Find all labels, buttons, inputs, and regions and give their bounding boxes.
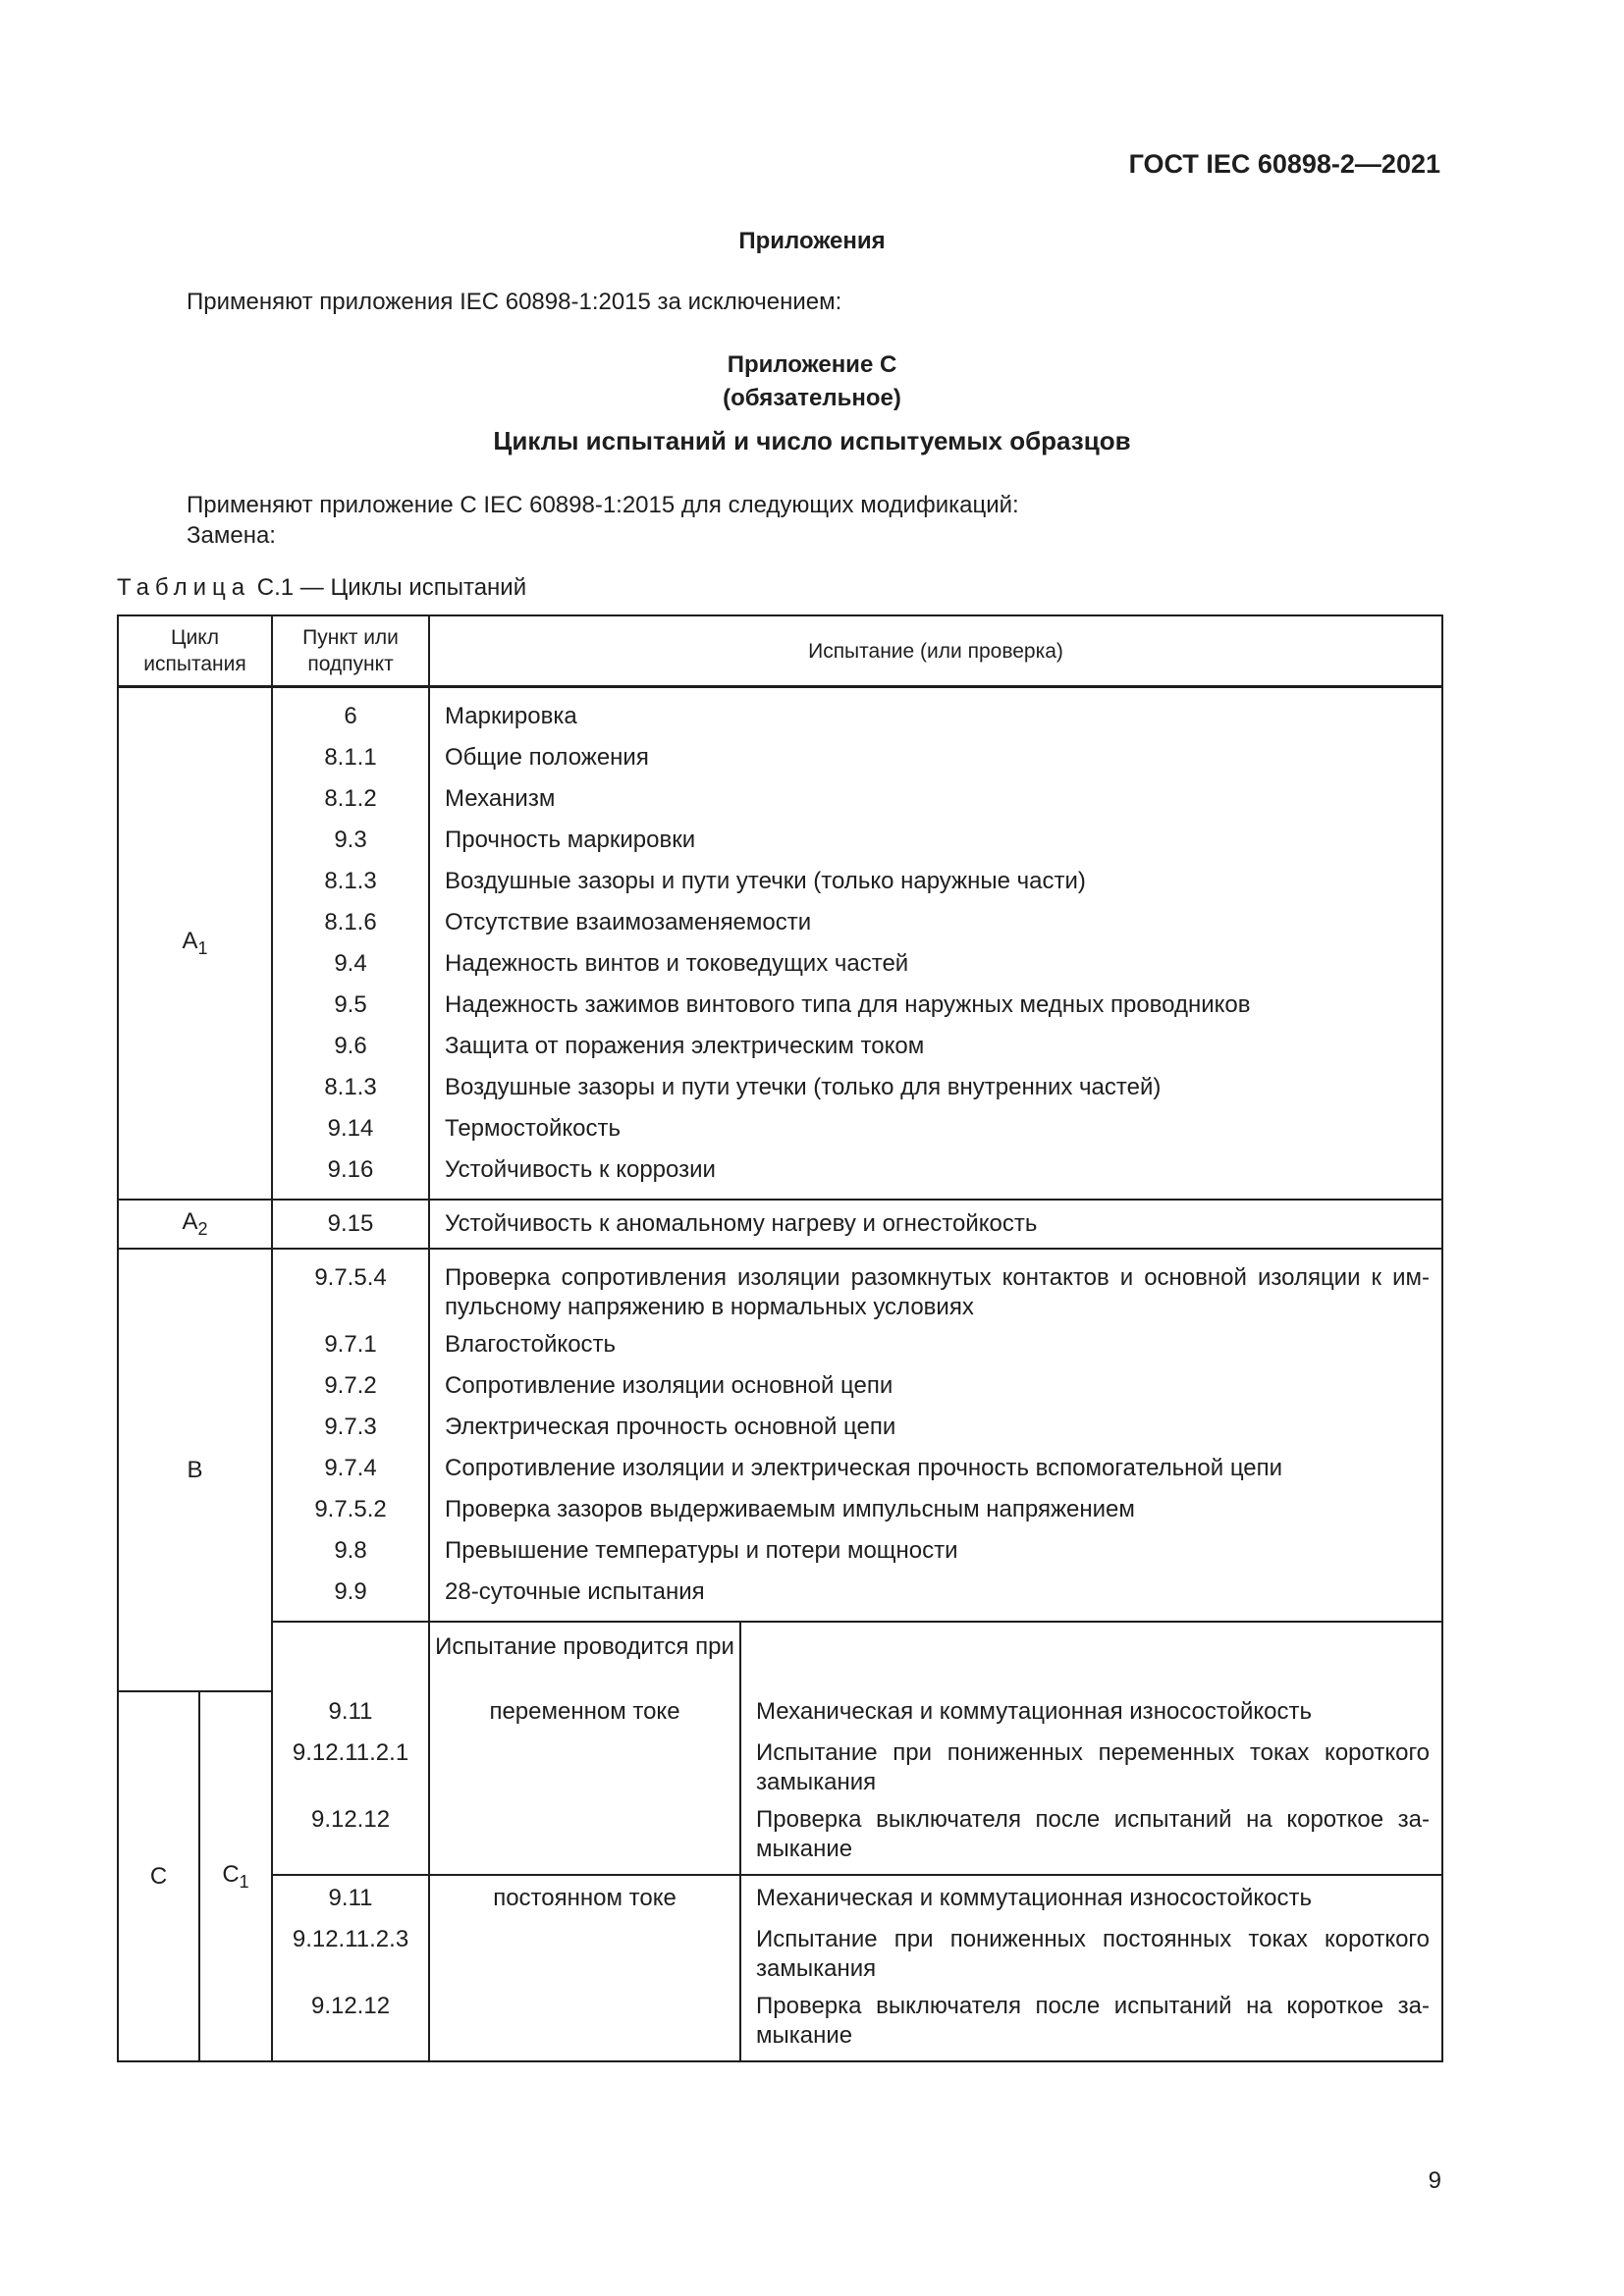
cycle-a1-clauses — [272, 687, 429, 1201]
table-row-test: Надежность винтов и токоведущих частей — [445, 950, 909, 977]
cycle-a1-block — [118, 687, 1442, 1201]
table-row-clause: 9.16 — [327, 1156, 374, 1183]
cycle-a1-cell — [118, 687, 272, 1201]
cycle-c1-dc-condition: постоянном токе — [429, 1875, 740, 2061]
table-row-clause: 9.7.5.4 — [314, 1264, 387, 1291]
cycle-a1-subscript: 1 — [197, 938, 208, 958]
table-row-test: Защита от поражения электрическим током — [445, 1033, 925, 1059]
table-row-clause: 9.7.5.2 — [314, 1496, 387, 1522]
table-row-clause: 9.3 — [334, 827, 367, 853]
table-row-clause: 8.1.2 — [324, 785, 377, 812]
table-caption-prefix: Таблица — [117, 574, 251, 601]
table-row-test: Сопротивление изоляции и электрическая прочность вспомогательной цепи — [445, 1455, 1283, 1481]
table-row-test: 28-суточные испытания — [445, 1578, 705, 1605]
cycle-a2-label: A — [182, 1208, 198, 1235]
test-cycles-table — [117, 614, 1443, 2062]
cycle-a2-cell — [118, 1200, 272, 1249]
table-row-test: Проверка зазоров выдерживаемым импульсным напряжением — [445, 1496, 1135, 1522]
table-row-test: Проверка сопротивления изоляции разомкнутых контактов и основной изоляции к им-пульсному напряжению в нормальных условиях — [445, 1264, 1431, 1320]
cycle-a2-subscript: 2 — [197, 1219, 208, 1239]
table-row-clause: 9.11 — [328, 1885, 373, 1911]
header-test: Испытание (или проверка) — [429, 615, 1442, 687]
table-row-clause: 9.7.4 — [324, 1455, 377, 1481]
annex-paragraph — [187, 490, 1019, 551]
cycle-b-clauses — [272, 1249, 429, 1622]
table-row-test: Электрическая прочность основной цепи — [445, 1414, 896, 1440]
table-row-test: Испытание при пониженных постоянных токах короткого замыкания — [756, 1926, 1431, 1982]
table-row-clause: 6 — [344, 703, 357, 729]
cycle-a1-tests — [429, 687, 1442, 1201]
table-row-test: Общие положения — [445, 744, 649, 771]
cycle-a1-label: A — [182, 928, 198, 954]
table-caption — [117, 574, 526, 602]
table-row-test: Маркировка — [445, 703, 577, 729]
table-row-clause: 9.4 — [334, 950, 367, 977]
table-row-clause: 9.7.1 — [324, 1331, 377, 1358]
table-row-clause: 9.12.12 — [310, 1993, 391, 2019]
annex-status: (обязательное) — [723, 385, 901, 411]
condition-header: Испытание проводится при — [429, 1622, 740, 1691]
cycle-c1-cell — [199, 1691, 272, 2061]
cycle-b-tests — [429, 1249, 1442, 1622]
table-row-test: Проверка выключателя после испытаний на короткое за-мыкание — [756, 1993, 1431, 2049]
table-row-test: Прочность маркировки — [445, 827, 696, 853]
annex-para-2: Замена: — [187, 522, 276, 549]
table-row-test: Устойчивость к коррозии — [445, 1156, 716, 1183]
annex-label: Приложение С — [727, 351, 897, 378]
cycle-b-cell: B — [118, 1249, 272, 1691]
table-row-test: Влагостойкость — [445, 1331, 617, 1358]
table-row-test: Отсутствие взаимозаменяемости — [445, 909, 812, 935]
table-row-clause: 9.5 — [334, 991, 367, 1018]
table-row-clause: 9.14 — [327, 1115, 374, 1142]
cycle-c1-ac-clauses — [272, 1691, 429, 1875]
header-clause: Пункт или подпункт — [272, 615, 429, 687]
annex-heading — [0, 348, 1624, 415]
section-title: Приложения — [738, 228, 886, 254]
table-row-clause: 9.12.11.2.3 — [292, 1926, 409, 1952]
table-caption-text: С.1 — Циклы испытаний — [250, 574, 527, 601]
table-row-clause: 8.1.3 — [324, 1074, 377, 1100]
table-row-clause: 9.12.12 — [310, 1806, 391, 1833]
cycle-b-block — [118, 1249, 1442, 1622]
condition-header-test-blank — [740, 1622, 1442, 1691]
cycle-c1-ac-condition: переменном токе — [429, 1691, 740, 1875]
table-row-clause: 9.7.3 — [324, 1414, 377, 1440]
table-row-clause: 8.1.3 — [324, 868, 377, 894]
table-row-test: Проверка выключателя после испытаний на короткое за-мыкание — [756, 1806, 1431, 1862]
table-row-test: Воздушные зазоры и пути утечки (только наружные части) — [445, 868, 1086, 894]
header-cycle: Цикл испытания — [118, 615, 272, 687]
document-id: ГОСТ IEC 60898-2—2021 — [1128, 149, 1440, 179]
table-row-test: Сопротивление изоляции основной цепи — [445, 1372, 893, 1399]
table-row-clause: 9.7.2 — [324, 1372, 377, 1399]
table-row-clause: 9.12.11.2.1 — [292, 1739, 409, 1766]
table-row-test: Испытание при пониженных переменных токах короткого замыкания — [756, 1739, 1431, 1795]
cycle-c-cell: C — [118, 1691, 199, 2061]
cycle-c1-dc-tests — [740, 1875, 1442, 2061]
table-row-clause: 9.8 — [334, 1537, 367, 1564]
table-row-test: Механическая и коммутационная износостойкость — [756, 1885, 1312, 1911]
cycle-c1-ac-block — [118, 1691, 1442, 1875]
table-row-test: Надежность зажимов винтового типа для наружных медных проводников — [445, 991, 1251, 1018]
section-intro: Применяют приложения IEC 60898-1:2015 за исключением: — [187, 289, 842, 315]
table-row-test: Механизм — [445, 785, 556, 812]
page-number: 9 — [1428, 2167, 1441, 2194]
cycle-c1-dc-block — [118, 1875, 1442, 2061]
cycle-c1-label: C — [222, 1860, 240, 1888]
table-row-test: Механическая и коммутационная износостойкость — [756, 1698, 1312, 1725]
cycle-a2-test: Устойчивость к аномальному нагреву и огнестойкость — [429, 1200, 1442, 1249]
annex-name: Циклы испытаний и число испытуемых образцов — [493, 426, 1131, 455]
cycle-c1-dc-clauses — [272, 1875, 429, 2061]
table-row-clause: 9.9 — [334, 1578, 367, 1605]
table-row-clause: 9.11 — [328, 1698, 373, 1725]
condition-header-clause-blank — [272, 1622, 429, 1691]
cycle-a2-row — [118, 1200, 1442, 1249]
table-row-test: Превышение температуры и потери мощности — [445, 1537, 958, 1564]
table-row-clause: 8.1.1 — [324, 744, 377, 771]
cycle-c1-ac-tests — [740, 1691, 1442, 1875]
cycle-c1-subscript: 1 — [239, 1871, 249, 1892]
table-row-test: Термостойкость — [445, 1115, 621, 1142]
table-row-clause: 8.1.6 — [324, 909, 377, 935]
condition-header-row — [118, 1622, 1442, 1691]
cycle-a2-clause: 9.15 — [272, 1200, 429, 1249]
table-header-row — [118, 615, 1442, 687]
table-row-test: Воздушные зазоры и пути утечки (только для внутренних частей) — [445, 1074, 1162, 1100]
table-row-clause: 9.6 — [334, 1033, 367, 1059]
annex-para-1: Применяют приложение С IEC 60898-1:2015 для следующих модификаций: — [187, 492, 1019, 518]
